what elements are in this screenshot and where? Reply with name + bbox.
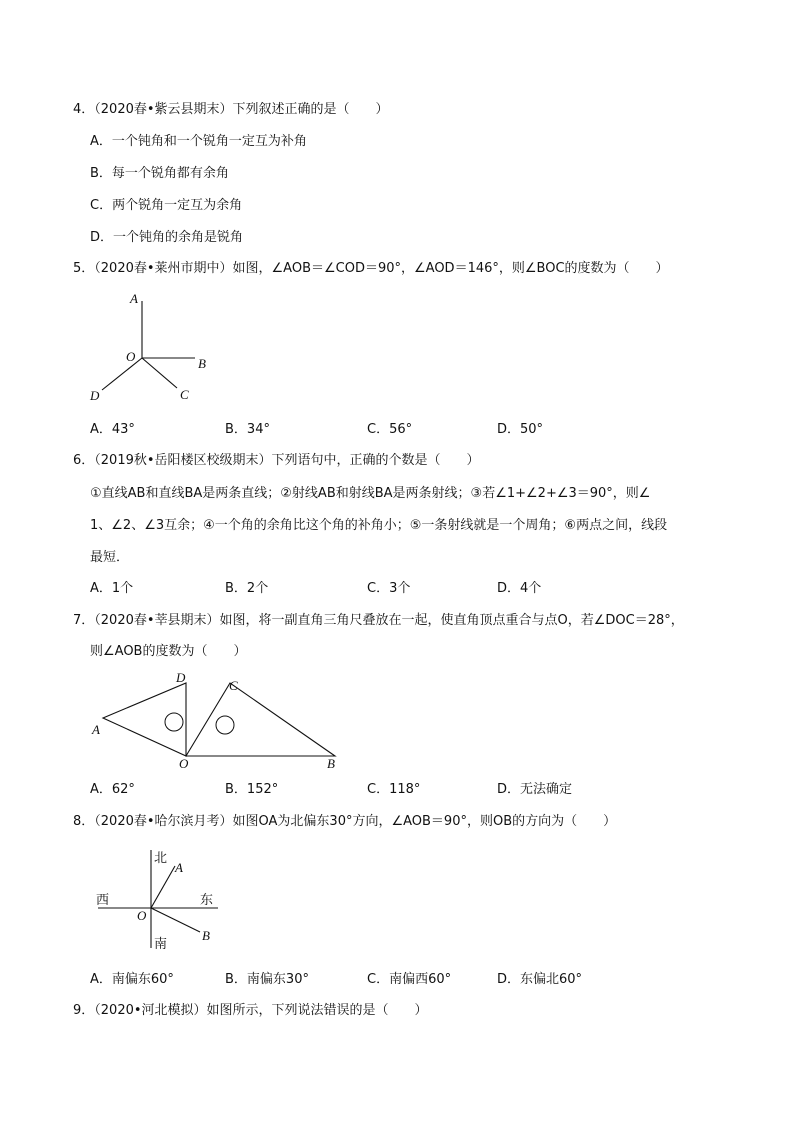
q8-label-north: 北 — [154, 851, 168, 866]
q5-stem: 5．（2020春•莱州市期中）如图，∠AOB＝∠COD＝90°，∠AOD＝146°，则∠BOC的度数为（ ） — [73, 261, 669, 276]
q8-option-d: D．东偏北60° — [497, 972, 583, 987]
q7-option-b: B．152° — [225, 782, 279, 797]
q7-stem-line-2: 则∠AOB的度数为（ ） — [90, 644, 247, 659]
q6-option-a: A．1个 — [90, 581, 134, 596]
q5-option-d: D．50° — [497, 422, 544, 437]
q5-option-b: B．34° — [225, 422, 270, 437]
q4-option-a: A．一个钝角和一个锐角一定互为补角 — [90, 134, 307, 149]
q7-label-b: B — [327, 756, 335, 771]
q7-label-c: C — [229, 678, 238, 693]
q4-stem: 4．（2020春•紫云县期末）下列叙述正确的是（ ） — [73, 102, 389, 117]
q6-option-b: B．2个 — [225, 581, 269, 596]
q9-stem: 9．（2020•河北模拟）如图所示，下列说法错误的是（ ） — [73, 1003, 428, 1018]
q7-label-a: A — [92, 722, 100, 737]
q5-option-c: C．56° — [367, 422, 413, 437]
q7-label-o: O — [179, 756, 189, 771]
q8-label-south: 南 — [154, 937, 168, 952]
q8-stem: 8．（2020春•哈尔滨月考）如图OA为北偏东30°方向，∠AOB＝90°，则OB的方向为（ ） — [73, 814, 617, 829]
q7-triangles-figure — [90, 668, 350, 778]
q7-option-a: A．62° — [90, 782, 135, 797]
q5-label-c: C — [180, 387, 189, 402]
q8-option-c: C．南偏西60° — [367, 972, 452, 987]
q6-stem: 6．（2019秋•岳阳楼区校级期末）下列语句中，正确的个数是（ ） — [73, 453, 480, 468]
q5-option-a: A．43° — [90, 422, 135, 437]
q8-label-b: B — [202, 928, 210, 943]
q8-label-a: A — [175, 860, 183, 875]
q8-compass-figure — [90, 842, 230, 954]
q7-label-d: D — [176, 670, 186, 685]
q7-option-d: D．无法确定 — [497, 782, 573, 797]
q5-label-b: B — [198, 356, 206, 371]
q6-option-c: C．3个 — [367, 581, 411, 596]
q5-angle-figure — [80, 285, 230, 410]
q5-label-d: D — [90, 388, 100, 403]
q6-line-3: 最短． — [90, 550, 130, 565]
q8-label-o: O — [137, 908, 147, 923]
q8-option-a: A．南偏东60° — [90, 972, 174, 987]
q6-option-d: D．4个 — [497, 581, 542, 596]
q5-label-a: A — [130, 291, 138, 306]
q8-option-b: B．南偏东30° — [225, 972, 309, 987]
q6-line-2: 1、∠2、∠3互余；④一个角的余角比这个角的补角小；⑤一条射线就是一个周角；⑥两点之间，线段 — [90, 518, 668, 533]
q4-option-c: C．两个锐角一定互为余角 — [90, 198, 243, 213]
q5-label-o: O — [126, 349, 136, 364]
q8-label-east: 东 — [200, 893, 214, 908]
q4-option-b: B．每一个锐角都有余角 — [90, 166, 229, 181]
q4-option-d: D．一个钝角的余角是锐角 — [90, 230, 244, 245]
q6-line-1: ①直线AB和直线BA是两条直线；②射线AB和射线BA是两条射线；③若∠1+∠2+∠3＝90°，则∠ — [90, 486, 651, 501]
q8-label-west: 西 — [96, 893, 110, 908]
q7-stem-line-1: 7．（2020春•莘县期末）如图，将一副直角三角尺叠放在一起，使直角顶点重合与点O，若∠DOC＝28°， — [73, 613, 684, 628]
q7-option-c: C．118° — [367, 782, 421, 797]
